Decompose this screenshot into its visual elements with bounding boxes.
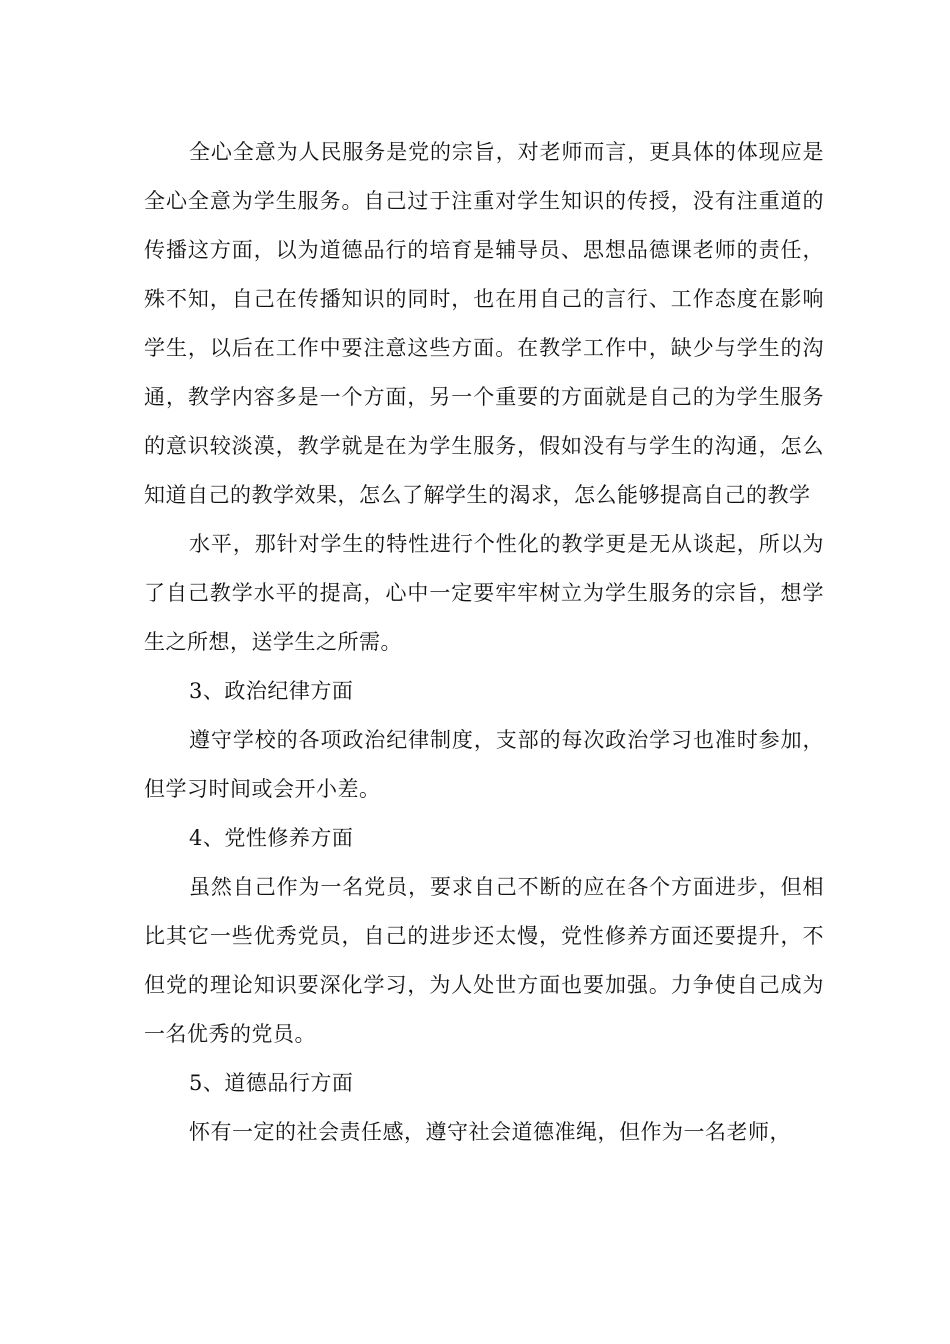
paragraph-teaching-level: 水平，那针对学生的特性进行个性化的教学更是无从谈起，所以为了自己教学水平的提高，心中一定要牢牢树立为学生服务的宗旨，想学生之所想，送学生之所需。 [144,532,824,654]
heading-political-discipline: 3、政治纪律方面 [189,679,354,703]
heading-moral-conduct: 5、道德品行方面 [189,1071,354,1095]
paragraph-moral-conduct: 怀有一定的社会责任感，遵守社会道德准绳，但作为一名老师， [189,1120,791,1144]
paragraph-party-cultivation: 虽然自己作为一名党员，要求自己不断的应在各个方面进步，但相比其它一些优秀党员，自己的进步还太慢，党性修养方面还要提升，不但党的理论知识要深化学习，为人处世方面也要加强。力争使自己成为一名优秀的党员。 [144,875,824,1046]
heading-party-cultivation: 4、党性修养方面 [189,826,354,850]
document-body [144,128,824,1157]
paragraph-political-discipline: 遵守学校的各项政治纪律制度，支部的每次政治学习也准时参加，但学习时间或会开小差。 [144,728,824,801]
paragraph-service-purpose: 全心全意为人民服务是党的宗旨，对老师而言，更具体的体现应是全心全意为学生服务。自己过于注重对学生知识的传授，没有注重道的传播这方面，以为道德品行的培育是辅导员、思想品德课老师的责任，殊不知，自己在传播知识的同时，也在用自己的言行、工作态度在影响学生，以后在工作中要注意这些方面。在教学工作中，缺少与学生的沟通，教学内容多是一个方面，另一个重要的方面就是自己的为学生服务的意识较淡漠，教学就是在为学生服务，假如没有与学生的沟通，怎么知道自己的教学效果，怎么了解学生的渴求，怎么能够提高自己的教学 [144,140,824,507]
